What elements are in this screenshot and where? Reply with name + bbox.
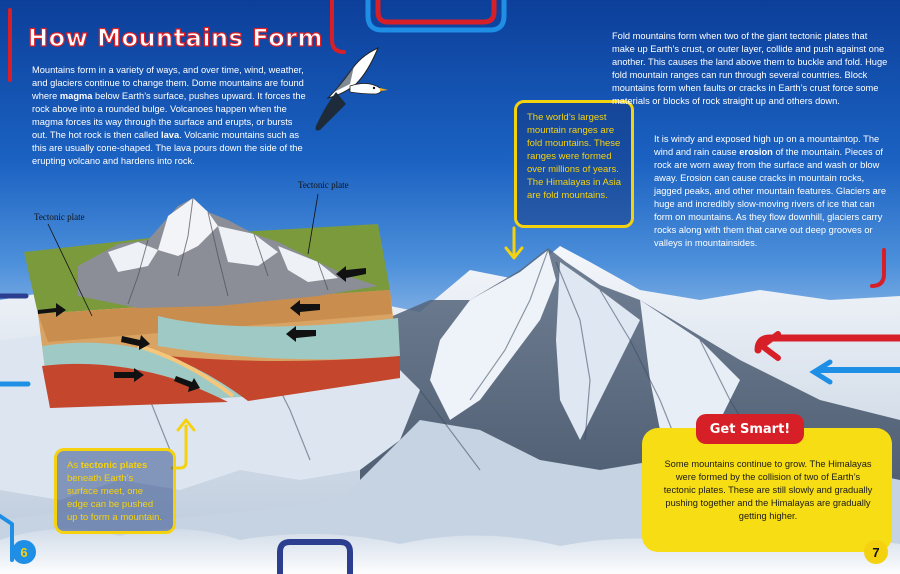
term-erosion: erosion (739, 147, 773, 157)
callout-plates-text-2: beneath Earth’s surface meet, one edge can be pushed up to form a mountain. (67, 473, 163, 523)
term-magma: magma (59, 91, 93, 101)
callout-fold-mountains: The world’s largest mountain ranges are fold mountains. These ranges were formed over millions of years. The Himalayas in Asia are fold mountains. (514, 100, 634, 228)
term-tectonic-plates: tectonic plates (80, 460, 148, 471)
page-number-left: 6 (12, 540, 36, 564)
intro-text-3: . Volcanic mountains such as this are usually cone-shaped. The lava pours down the side of the erupting volcano and hardens into rock. (32, 130, 303, 166)
fold-paragraph: Fold mountains form when two of the giant tectonic plates that make up Earth’s crust, or outer layer, collide and push against one another. This causes the land above them to buckle and fold. Huge fold mountain ranges can run through several countries. Block mountains form when faults or cracks in Earth’s crust force some materials or blocks of rock straight up and others down. (612, 31, 888, 106)
callout-plates-text-1: As (67, 460, 81, 471)
erosion-text-1: It is windy and exposed high up on a mountaintop. The wind and rain cause (654, 134, 880, 157)
intro-paragraph (32, 64, 310, 168)
tectonic-diagram (24, 194, 400, 408)
tectonic-plate-label-top: Tectonic plate (298, 180, 349, 190)
intro-text-1: Mountains form in a variety of ways, and over time, wind, weather, and glaciers continue to change them. Dome mountains are found where (32, 65, 304, 101)
page-title: How Mountains Form (28, 24, 324, 52)
page-number-right: 7 (864, 540, 888, 564)
intro-text-2: below Earth’s surface, pushes upward. It forces the rock above into a rounded bulge. Volcanoes happen when the magma forces its way through the surface and erupts, or bursts out. The hot rock is then called (32, 91, 306, 140)
tectonic-plate-label-left: Tectonic plate (34, 212, 85, 222)
erosion-text-2: of the mountain. Pieces of rock are worn away from the surface and wash or blow away. Erosion can cause cracks in mountain rocks, jagged peaks, and other mountain features. Glaciers are huge and incredibly slow-moving rivers of ice that can form on mountains. As they flow downhill, glaciers carry rocks along with them that carve out deep grooves or valleys in mountainsides. (654, 147, 887, 248)
seagull (316, 48, 389, 131)
get-smart-text: Some mountains continue to grow. The Himalayas were formed by the collision of two of Earth’s tectonic plates. These are still slowly and gradually pushing together and the Himalayas are gradually getting higher. (663, 459, 873, 521)
term-lava: lava (161, 130, 180, 140)
erosion-paragraph (654, 133, 890, 250)
callout-tectonic-plates (54, 448, 176, 534)
get-smart-heading: Get Smart! (696, 414, 804, 444)
